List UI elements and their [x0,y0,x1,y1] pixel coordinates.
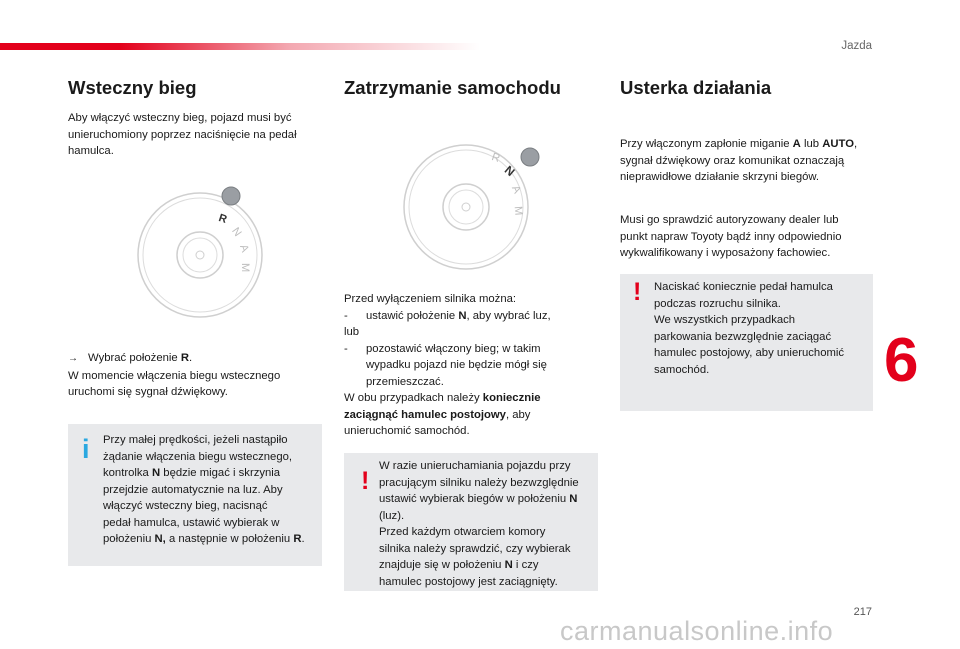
watermark: carmanualsonline.info [560,616,834,646]
knob-label-n: N [229,225,244,239]
info-box-reverse [68,424,322,566]
warning-box-text: W razie unieruchamiania pojazdu przy pracującym silniku należy bezwzględnie ustawić wybierak biegów w położeniu N (luz). Przed każdym otwarciem komory silnika należy sprawdzić, czy wybierak znajduje się w położeniu N i czy hamulec postojowy jest zaciągnięty. [379,460,579,588]
warning-box-malfunction [620,274,873,411]
malfunction-text-1: Przy włączonym zapłonie miganie A lub AUTO, sygnał dźwiękowy oraz komunikat oznaczają nieprawidłowe działanie skrzyni biegów. [620,138,858,183]
knob-label-r: R [217,212,229,226]
title-malfunction: Usterka działania [620,77,772,98]
knob-label-m: M [511,205,525,216]
reverse-intro: Aby włączyć wsteczny bieg, pojazd musi być unieruchomiony poprzez naciśnięcie na pedał hamulca. [68,112,297,157]
gear-selector-knob-reverse [135,180,275,325]
arrow-bullet-icon: → [68,353,78,364]
info-icon: i [82,434,90,464]
stopping-text: Przed wyłączeniem silnika można: - ustawić położenie N, aby wybrać luz, lub - pozostawić włączony bieg; w takim wypadku pojazd nie będzie mógł się przemieszczać. W obu przypadkach należy koniecznie zaciągnąć hamulec postojowy, aby unieruchomić samochód. [344,293,551,437]
knob-label-r: R [490,151,502,165]
title-stopping-vehicle: Zatrzymanie samochodu [344,77,561,98]
knob-label-a: A [237,242,251,254]
chapter-number: 6 [884,326,919,395]
malfunction-text-2: Musi go sprawdzić autoryzowany dealer lub punkt napraw Toyoty bądź inny odpowiednio wykwalifikowany i wyposażony fachowiec. [620,214,842,259]
knob-label-m: M [239,263,251,273]
selector-dial [521,148,539,166]
warning-box-stopping [344,453,598,591]
warning-icon: ! [361,467,370,495]
section-label: Jazda [841,40,872,52]
title-reverse-gear: Wsteczny bieg [68,77,197,98]
reverse-action: → Wybrać położenie R. W momencie włączenia biegu wstecznego uruchomi się sygnał dźwiękowy. [68,352,281,398]
knob-label-a: A [509,183,524,196]
header-accent-bar [0,43,480,50]
warning-box-text: Naciskać koniecznie pedał hamulca podczas rozruchu silnika. We wszystkich przypadkach parkowania bezwzględnie zaciągać hamulec postojowy, aby unieruchomić samochód. [654,281,845,376]
selector-dial [222,187,240,205]
gear-selector-knob-neutral [398,135,543,280]
info-box-text: Przy małej prędkości, jeżeli nastąpiło żądanie włączenia biegu wstecznego, kontrolka N będzie migać i skrzynia przejdzie automatycznie na luz. Aby włączyć wsteczny bieg, nacisnąć pedał hamulca, ustawić wybierak w położeniu N, a następnie w położeniu R. [103,434,305,545]
page-number: 217 [853,606,872,618]
warning-icon: ! [633,278,642,306]
knob-label-n: N [501,162,518,180]
